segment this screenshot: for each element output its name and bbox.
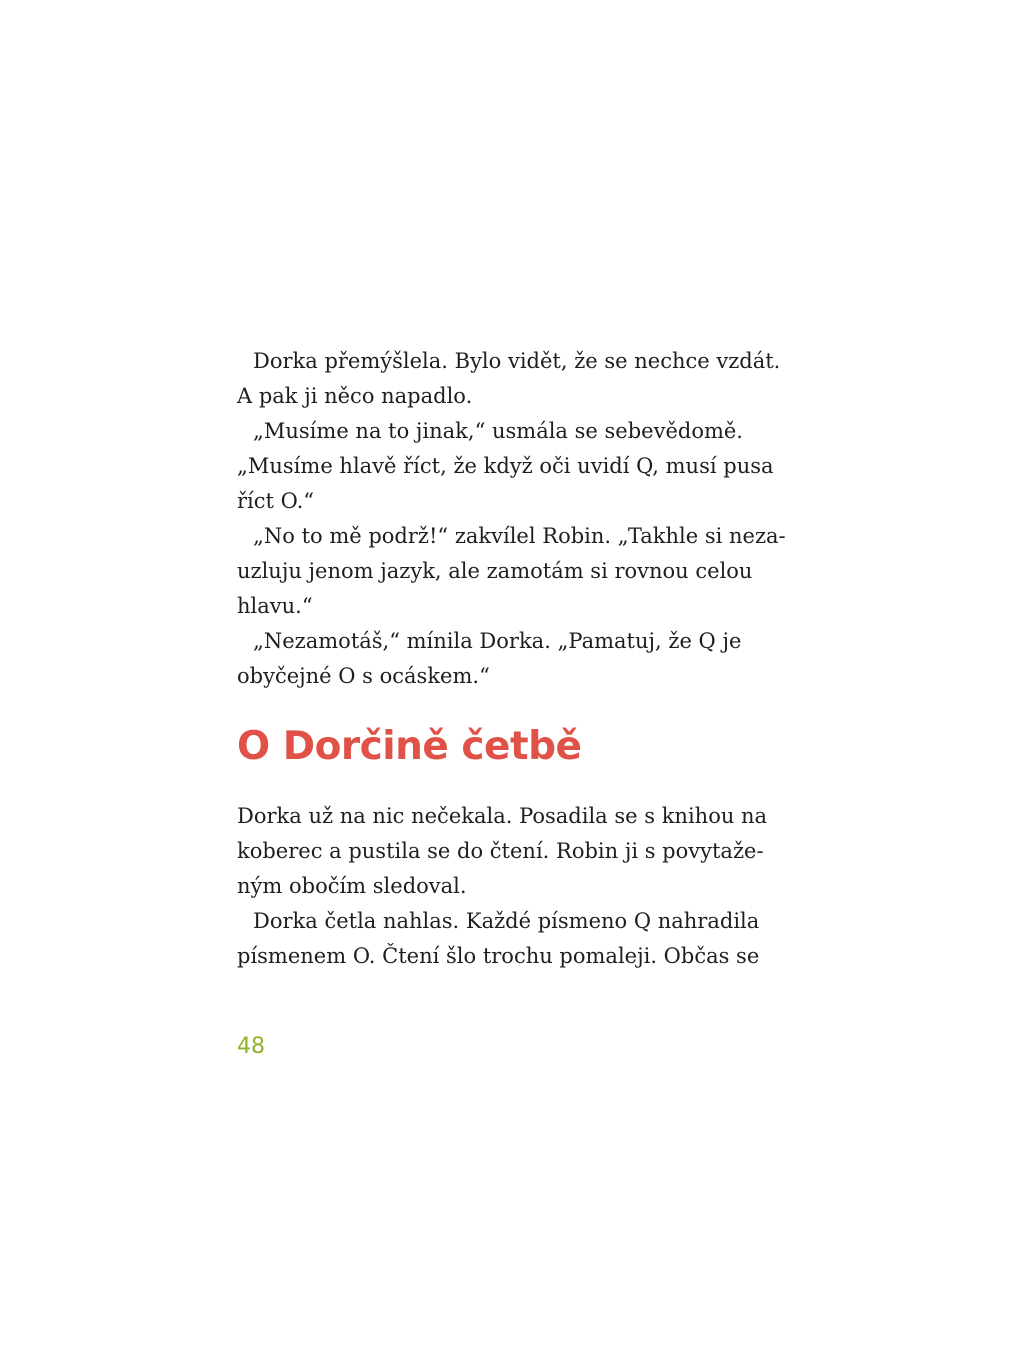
text-line: koberec a pustila se do čtení. Robin ji s povytaže- xyxy=(237,839,764,863)
text-line: Dorka četla nahlas. Každé písmeno Q nahradila xyxy=(253,909,760,933)
page-number: 48 xyxy=(237,1034,265,1059)
text-line: písmenem O. Čtení šlo trochu pomaleji. Občas se xyxy=(237,944,760,968)
body-text-section-2 xyxy=(237,799,777,974)
text-line: „Musíme hlavě říct, že když oči uvidí Q, musí pusa xyxy=(237,454,774,478)
chapter-heading: O Dorčině četbě xyxy=(237,724,582,769)
text-line: říct O.“ xyxy=(237,489,315,513)
text-line: A pak ji něco napadlo. xyxy=(237,384,473,408)
body-text-section-1 xyxy=(237,344,786,694)
text-line: „Musíme na to jinak,“ usmála se sebevědomě. xyxy=(253,419,743,443)
text-line: „Nezamotáš,“ mínila Dorka. „Pamatuj, že Q je xyxy=(253,629,742,653)
text-line: obyčejné O s ocáskem.“ xyxy=(237,664,490,688)
text-line: Dorka přemýšlela. Bylo vidět, že se nechce vzdát. xyxy=(253,349,781,373)
text-line: „No to mě podrž!“ zakvílel Robin. „Takhle si neza- xyxy=(253,524,786,548)
text-line: ným obočím sledoval. xyxy=(237,874,467,898)
text-line: uzluju jenom jazyk, ale zamotám si rovnou celou xyxy=(237,559,753,583)
text-line: hlavu.“ xyxy=(237,594,313,618)
text-line: Dorka už na nic nečekala. Posadila se s knihou na xyxy=(237,804,768,828)
